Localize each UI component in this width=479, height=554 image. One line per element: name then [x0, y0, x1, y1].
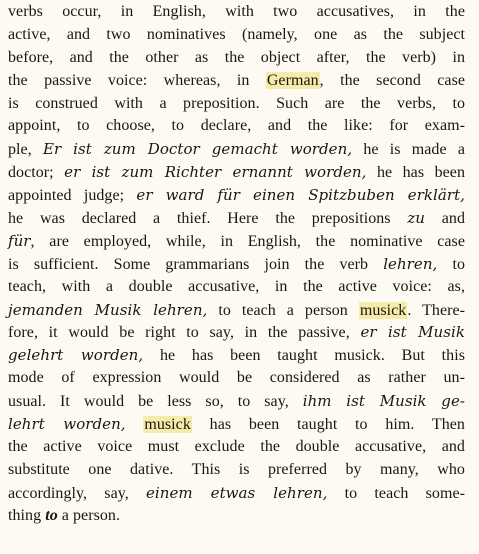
text-line [8, 230, 465, 253]
text-run: the passive voice: whereas, in [8, 71, 266, 89]
text-run: has been taught to him. Then [191, 416, 465, 434]
text-line [8, 367, 465, 390]
german-phrase: er ist zum Richter ernannt worden, [64, 163, 367, 182]
german-phrase: einem etwas lehren, [146, 483, 328, 502]
text-line [8, 436, 465, 459]
text-run: usual. It would be less so, to say, [8, 393, 303, 411]
text-run: thing [8, 506, 46, 524]
german-phrase: Er ist zum Doctor gemacht worden, [42, 140, 353, 159]
text-run: appoint, to choose, to declare, and the like: for exam- [8, 117, 465, 135]
text-line [8, 93, 465, 116]
text-line [8, 459, 465, 482]
text-line [8, 184, 465, 207]
german-phrase: für [8, 231, 31, 250]
text-line [8, 47, 465, 70]
text-line [8, 321, 465, 344]
text-line [8, 115, 465, 138]
text-run: substitute one dative. This is preferred by many, who [8, 460, 465, 478]
text-run: verbs occur, in English, with two accusatives, in the [8, 3, 465, 20]
text-run: mode of expression would be considered as rather un- [8, 369, 465, 387]
text-line [8, 70, 465, 93]
text-run: is construed with a preposition. Such are the verbs, to [8, 94, 465, 112]
text-line [8, 253, 465, 276]
text-line [8, 505, 465, 528]
text-run: . There- [407, 301, 466, 319]
text-line [8, 1, 465, 24]
text-line [8, 299, 465, 322]
german-phrase: er ist Musik [360, 323, 465, 342]
text-run: , the second case [319, 71, 466, 89]
text-run: a person. [57, 506, 121, 524]
text-line [8, 390, 465, 413]
text-run: , are employed, while, in English, the nominative case [30, 232, 465, 250]
text-run: he has been [366, 164, 466, 182]
text-line [8, 276, 465, 299]
text-line [8, 24, 465, 47]
german-phrase: gelehrt worden, [8, 346, 144, 365]
german-phrase: zu [407, 209, 425, 228]
text-line [8, 482, 465, 505]
text-run: fore, it would be right to say, in the passive, [8, 324, 361, 342]
book-page [0, 1, 479, 554]
text-line [8, 344, 465, 367]
text-run: to teach a person [207, 301, 359, 319]
text-run: the active voice must exclude the double accusative, and [8, 437, 465, 455]
text-run: and [425, 210, 465, 228]
text-line [8, 138, 465, 161]
text-run: is sufficient. Some grammarians join the verb [8, 255, 384, 273]
german-phrase: jemanden Musik lehren, [8, 300, 208, 319]
text-run: doctor; [8, 164, 65, 182]
text-run: to [437, 255, 465, 273]
german-phrase: lehren, [383, 254, 438, 273]
highlighted-term: musick [144, 416, 191, 434]
text-line [8, 207, 465, 230]
text-run: active, and two nominatives (namely, one as the subject [8, 25, 465, 43]
emphasized-word: to [45, 506, 58, 524]
text-run: ple, [8, 141, 43, 159]
text-body [8, 1, 465, 527]
text-run: he has been taught musick. But this [143, 347, 465, 365]
text-line [8, 413, 465, 436]
highlighted-term: musick [359, 301, 407, 319]
german-phrase: er ward für einen Spitzbuben erklärt, [136, 186, 466, 205]
text-run: accordingly, say, [8, 484, 146, 502]
german-phrase: ihm ist Musik ge- [302, 392, 465, 411]
german-phrase: lehrt worden, [8, 415, 126, 434]
text-run: to teach some- [327, 484, 465, 502]
text-line [8, 161, 465, 184]
text-run [126, 416, 144, 433]
text-run: teach, with a double accusative, in the active voice: as, [8, 277, 465, 295]
text-run: before, and the other as the object after, the verb) in [8, 48, 465, 66]
text-run: he was declared a thief. Here the prepositions [8, 210, 408, 228]
text-run: appointed judge; [8, 187, 137, 205]
text-run: he is made a [352, 141, 465, 159]
highlighted-term: German [266, 71, 319, 89]
